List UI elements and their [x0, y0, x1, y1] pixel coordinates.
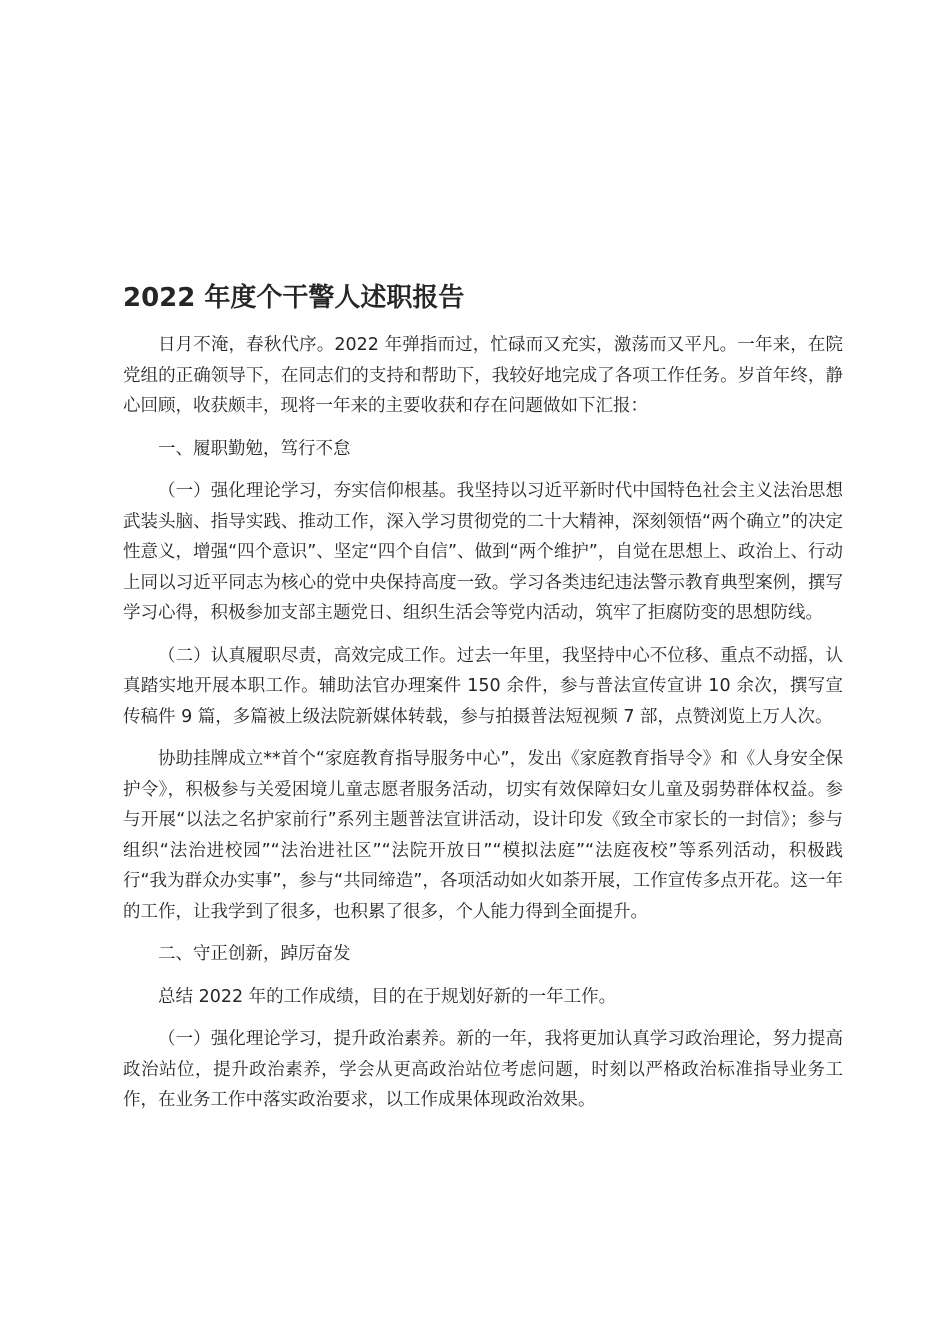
section-heading-1: 一、履职勤勉，笃行不怠	[158, 438, 351, 459]
paragraph-family-education: 协助挂牌成立**首个“家庭教育指导服务中心”，发出《家庭教育指导令》和《人身安全保护令》，积极参与关爱困境儿童志愿者服务活动，切实有效保障妇女儿童及弱势群体权益。参与开展“以法之名护家前行”系列主题普法宣讲活动，设计印发《致全市家长的一封信》；参与组织“法治进校园”“法治进社区”“法院开放日”“模拟法庭”“法庭夜校”等系列活动，积极践行“我为群众办实事”，参与“共同缔造”，各项活动如火如荼开展，工作宣传多点开花。这一年的工作，让我学到了很多，也积累了很多，个人能力得到全面提升。	[123, 749, 843, 922]
document-page	[123, 280, 843, 1128]
paragraph-duty-performance: （二）认真履职尽责，高效完成工作。过去一年里，我坚持中心不位移、重点不动摇，认真踏实地开展本职工作。辅助法官办理案件 150 余件，参与普法宣传宣讲 10 余次，撰写宣传稿件 9 篇，多篇被上级法院新媒体转载，参与拍摄普法短视频 7 部，点赞浏览上万人次。	[123, 645, 843, 727]
paragraph-political-literacy: （一）强化理论学习，提升政治素养。新的一年，我将更加认真学习政治理论，努力提高政治站位，提升政治素养，学会从更高政治站位考虑问题，时刻以严格政治标准指导业务工作，在业务工作中落实政治要求，以工作成果体现政治效果。	[123, 1029, 843, 1110]
paragraph-summary: 总结 2022 年的工作成绩，目的在于规划好新的一年工作。	[158, 986, 617, 1007]
section-heading-2: 二、守正创新，踔厉奋发	[158, 944, 351, 964]
intro-paragraph: 日月不淹，春秋代序。2022 年弹指而过，忙碌而又充实，激荡而又平凡。一年来，在院党组的正确领导下，在同志们的支持和帮助下，我较好地完成了各项工作任务。岁首年终，静心回顾，收获颇丰，现将一年来的主要收获和存在问题做如下汇报：	[123, 335, 843, 416]
document-title: 2022 年度个干警人述职报告	[123, 283, 465, 313]
paragraph-theory-study: （一）强化理论学习，夯实信仰根基。我坚持以习近平新时代中国特色社会主义法治思想武装头脑、指导实践、推动工作，深入学习贯彻党的二十大精神，深刻领悟“两个确立”的决定性意义，增强“四个意识”、坚定“四个自信”、做到“两个维护”，自觉在思想上、政治上、行动上同以习近平同志为核心的党中央保持高度一致。学习各类违纪违法警示教育典型案例，撰写学习心得，积极参加支部主题党日、组织生活会等党内活动，筑牢了拒腐防变的思想防线。	[123, 481, 843, 623]
